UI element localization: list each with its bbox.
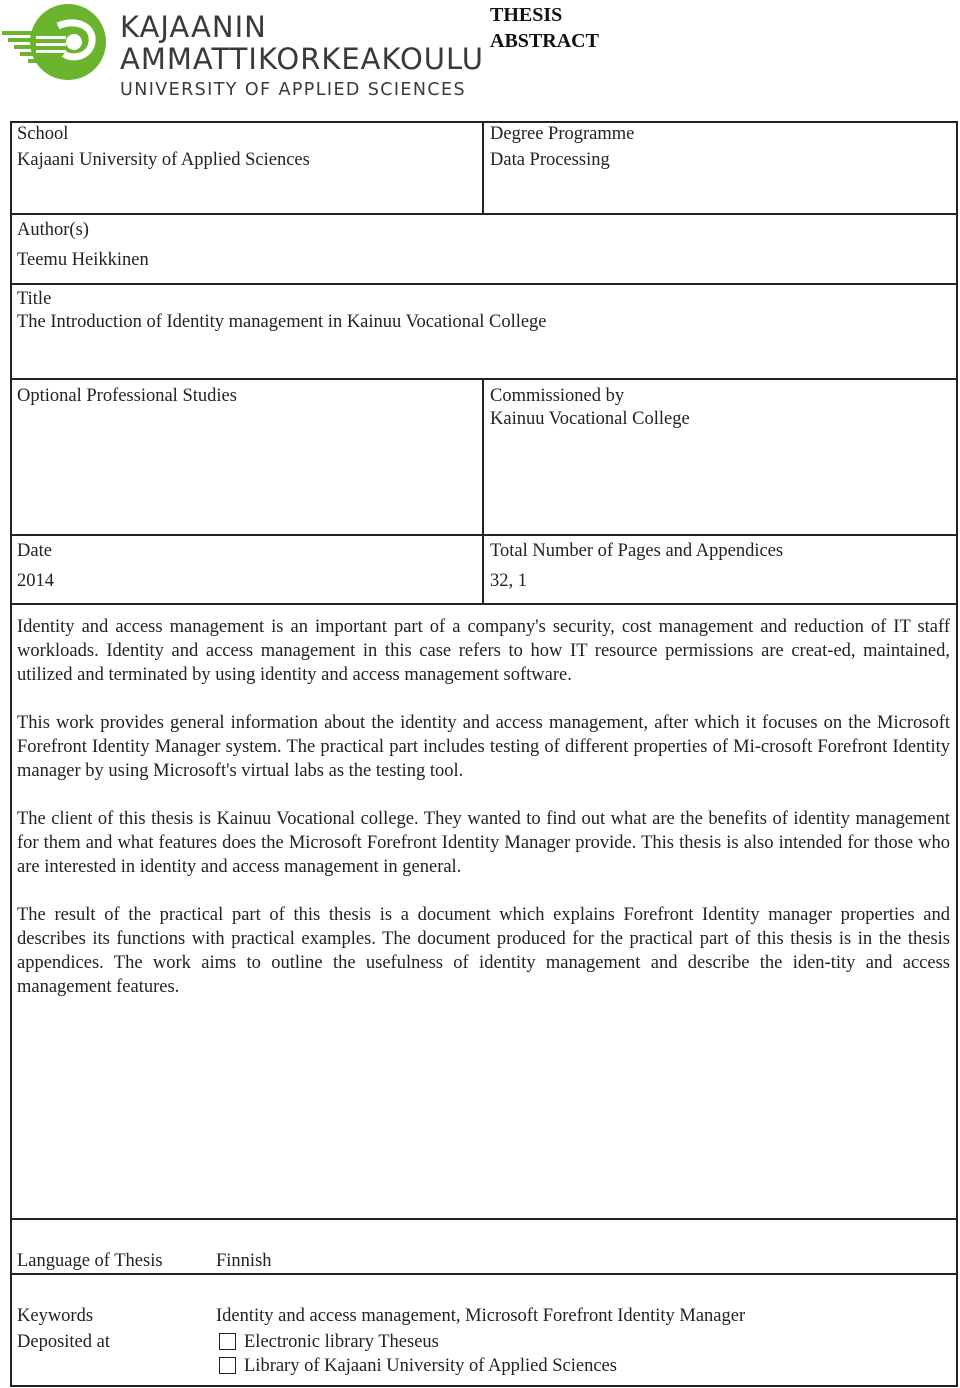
language-label: Language of Thesis	[17, 1251, 163, 1271]
logo-line-2: AMMATTIKORKEAKOULU	[120, 42, 484, 76]
theseus-option-label: Electronic library Theseus	[244, 1332, 439, 1352]
kamk-library-option-label: Library of Kajaani University of Applied Sciences	[244, 1356, 617, 1376]
abstract-paragraph-1: Identity and access management is an important part of a company's security, cost management and reduction of IT staff workloads. Identity and access management in this case refers to how IT resource permissions are creat-ed, maintained, utilized and terminated by using identity and access management software.	[17, 617, 950, 685]
title-value: The Introduction of Identity management in Kainuu Vocational College	[17, 312, 547, 332]
abstract-body	[17, 615, 950, 1023]
logo-line-3: UNIVERSITY OF APPLIED SCIENCES	[120, 80, 466, 100]
abstract-paragraph-3: The client of this thesis is Kainuu Vocational college. They wanted to find out what are the benefits of identity management for them and what features does the Microsoft Forefront Identity Manager provide. This thesis is also intended for those who are interested in identity and access management in general.	[17, 809, 950, 877]
theseus-checkbox[interactable]	[219, 1333, 236, 1350]
commissioned-by-label: Commissioned by	[490, 386, 625, 406]
doc-type-thesis: THESIS	[490, 4, 563, 26]
school-label: School	[17, 124, 69, 144]
kamk-logo-icon	[2, 2, 110, 82]
keywords-label: Keywords	[17, 1306, 94, 1326]
doc-type-abstract: ABSTRACT	[490, 30, 599, 52]
authors-label: Author(s)	[17, 220, 89, 240]
kamk-library-checkbox[interactable]	[219, 1357, 236, 1374]
degree-programme-value: Data Processing	[490, 150, 610, 170]
deposited-label: Deposited at	[17, 1332, 110, 1352]
total-pages-value: 32, 1	[490, 571, 527, 591]
optional-studies-label: Optional Professional Studies	[17, 386, 237, 406]
degree-programme-label: Degree Programme	[490, 124, 635, 144]
abstract-paragraph-2: This work provides general information about the identity and access management, after which it focuses on the Microsoft Forefront Identity Manager system. The practical part includes testing of different properties of Mi-crosoft Forefront Identity manager by using Microsoft's virtual labs as the testing tool.	[17, 713, 950, 781]
logo-line-1: KAJAANIN	[120, 10, 267, 44]
keywords-value: Identity and access management, Microsoft Forefront Identity Manager	[216, 1306, 746, 1326]
abstract-paragraph-4: The result of the practical part of this thesis is a document which explains Forefront Identity manager properties and describes its functions with practical examples. The document produced for the practical part of this thesis is in the thesis appendices. The work aims to outline the usefulness of identity management and describe the iden-tity and access management features.	[17, 905, 950, 997]
date-label: Date	[17, 541, 52, 561]
title-label: Title	[17, 289, 52, 309]
school-value: Kajaani University of Applied Sciences	[17, 150, 310, 170]
authors-value: Teemu Heikkinen	[17, 250, 149, 270]
total-pages-label: Total Number of Pages and Appendices	[490, 541, 784, 561]
language-value: Finnish	[216, 1251, 272, 1271]
commissioned-by-value: Kainuu Vocational College	[490, 409, 690, 429]
date-value: 2014	[17, 571, 54, 591]
